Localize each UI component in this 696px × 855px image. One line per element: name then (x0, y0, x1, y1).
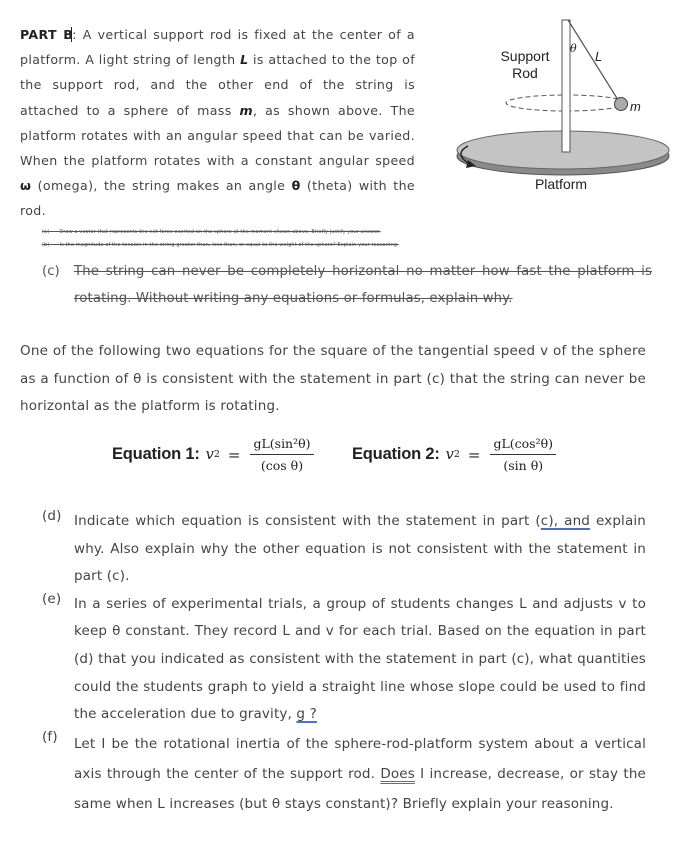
part-e-text: In a series of experimental trials, a group of students changes L and adjusts v to keep θ constant. They record L and v for each trial. Based on the equation in part (d) that you indicated as consistent with the statement in part (c), what quantities could the students graph to yield a straight line whose slope could be used to find the acceleration due to gravity, g ? (74, 595, 646, 723)
lead-paragraph: One of the following two equations for the square of the tangential speed v of the sphere as a function of θ is consistent with the statement in part (c) that the string can never be horizontal as the platform is rotating. (20, 343, 646, 414)
intro-text-5: (theta) with the rod. (20, 178, 416, 219)
part-e (42, 591, 646, 729)
equation-1-label: Equation 1: (112, 445, 200, 463)
intro-text-2: is attached to the top of the support rod, and the other end of the string is attached to a sphere of mass (20, 52, 415, 118)
part-d-text: Indicate which equation is consistent with the statement in part (c), and explain why. Also explain why the other equation is not consistent with the statement in part (c). (74, 513, 646, 585)
intro-text-3: , as shown above. The platform rotates with an angular speed that can be varied. When the platform rotates with a constant angular speed (20, 102, 416, 169)
part-d-label: (d) (42, 508, 62, 524)
part-f (42, 729, 646, 819)
part-c-label: (c) (42, 264, 60, 279)
equation-2-lhs: v (445, 446, 454, 463)
sphere (615, 98, 628, 111)
string (568, 20, 620, 103)
support-rod-label-1: Support (500, 48, 550, 64)
equation-1-lhs: v (205, 446, 214, 463)
var-L: L (240, 52, 249, 68)
support-rod (562, 20, 570, 152)
equation-1: Equation 1: v 2 = $\frac{\text{gL(sin²θ)}}{\text{(cos θ)}}$ (112, 436, 314, 473)
theta-label: θ (570, 42, 577, 55)
var-m: m (239, 102, 253, 118)
equation-1-fraction: $\frac{\text{gL(sin²θ)}}{\text{(cos θ)}}$ (250, 436, 313, 473)
part-d (42, 508, 646, 591)
intro-text-1: : A vertical support rod is fixed at the center of a platform. A light string of length (20, 27, 415, 68)
equation-2: Equation 2: v 2 = $\frac{\text{gL(cos²θ)}}{\text{(sin θ)}}$ (352, 436, 556, 473)
intro-text-4: (omega), the string makes an angle (31, 178, 292, 194)
rotating-platform-diagram (448, 14, 673, 199)
struck-part-b: (b) Is the magnitude of the tension in the string greater than, less than, or equal to the weight of the sphere? Explain your reasoning. (42, 242, 399, 248)
platform-label: Platform (534, 176, 588, 192)
part-c (42, 258, 652, 312)
questions-list (42, 508, 646, 819)
part-f-label: (f) (42, 728, 58, 745)
support-rod-label-2: Rod (512, 65, 538, 81)
part-e-label: (e) (42, 590, 62, 607)
spellcheck-underline: g ? (296, 706, 317, 723)
part-b-label: PART B (20, 27, 74, 42)
equation-2-fraction: $\frac{\text{gL(cos²θ)}}{\text{(sin θ)}}$ (490, 436, 556, 473)
L-label: L (595, 49, 603, 64)
intro-paragraph (20, 22, 415, 224)
equation-2-label: Equation 2: (352, 445, 440, 463)
part-f-text: Let I be the rotational inertia of the sphere-rod-platform system about a vertical axis through the center of the support rod. Does I increase, decrease, or stay the same when L increases (but θ stays constant)? Briefly explain your reasoning. (74, 735, 646, 812)
struck-part-a: (a) Draw a vector that represents the net force exerted on the sphere at the moment shown above. Briefly justify your answer. (42, 229, 381, 235)
part-c-text: The string can never be completely horizontal no matter how fast the platform is rotating. Without writing any equations or formulas, explain why. (74, 264, 652, 306)
m-label: m (630, 99, 641, 114)
omega-symbol: ω (20, 178, 32, 194)
grammar-underline: Does (380, 765, 415, 782)
spellcheck-underline: c), and (540, 513, 591, 529)
theta-symbol: θ (291, 178, 301, 194)
